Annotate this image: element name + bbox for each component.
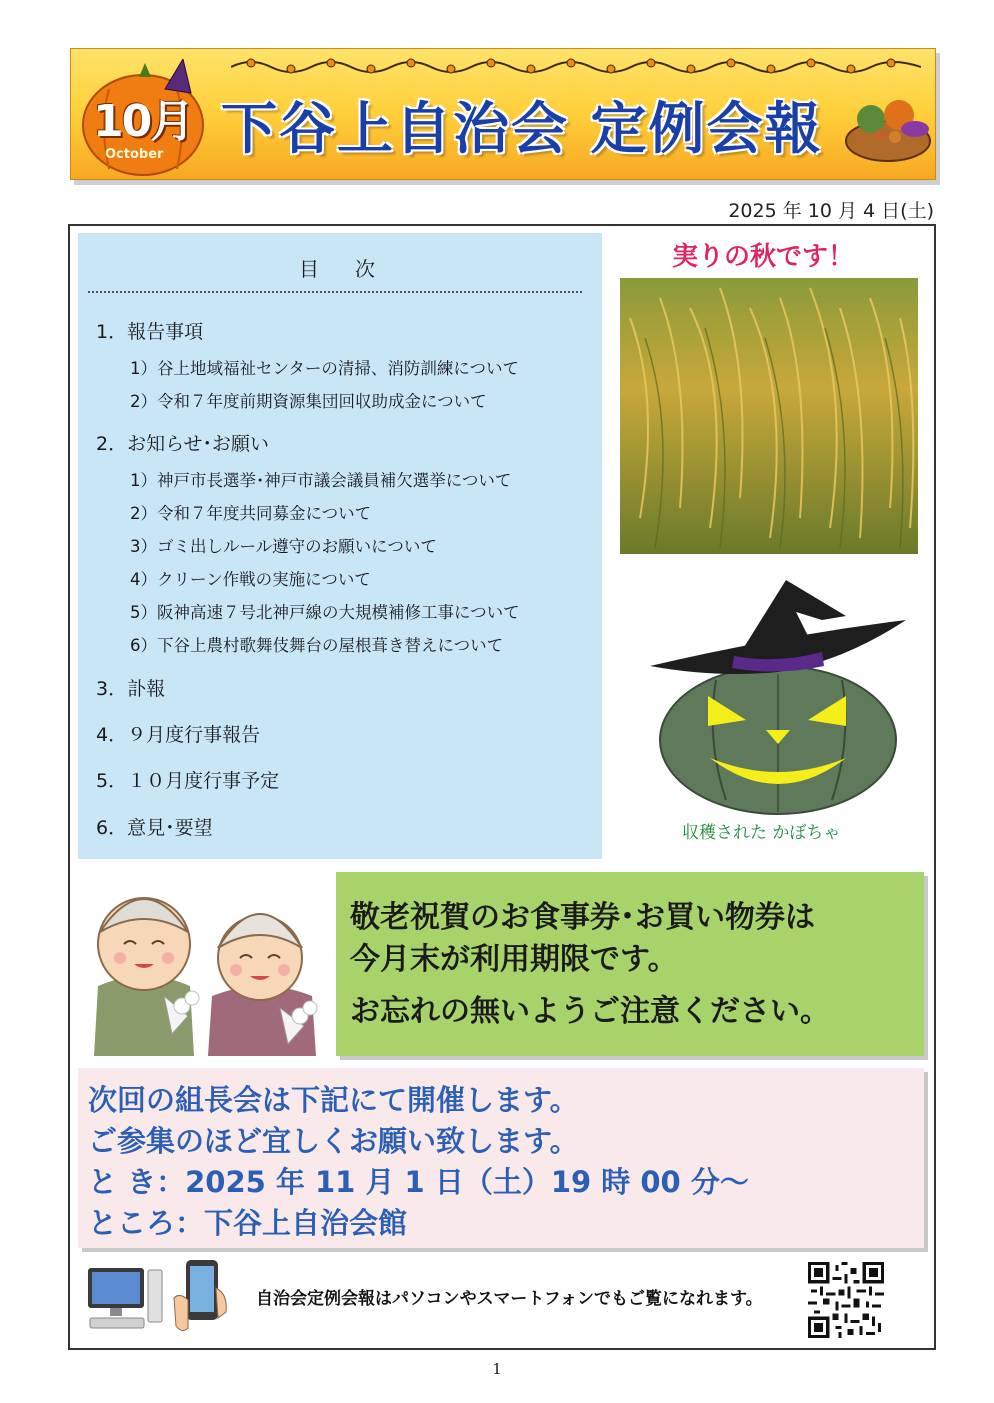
vegetable-basket-icon xyxy=(843,85,933,167)
meeting-datetime: と き：2025 年 11 月 1 日（土）19 時 00 分～ xyxy=(88,1165,749,1199)
footer-note: 自治会定例会報はパソコンやスマートフォンでもご覧になれます。 xyxy=(256,1289,763,1309)
rice-field-image xyxy=(620,278,918,554)
toc-item: 2）令和７年度前期資源集団回収助成金について xyxy=(130,392,487,411)
qr-code-icon[interactable] xyxy=(808,1262,884,1338)
header-banner xyxy=(70,48,936,180)
toc-divider xyxy=(88,291,582,293)
toc-item: 3）ゴミ出しルール遵守のお願いについて xyxy=(130,537,437,556)
meeting-line: ご参集のほど宜しくお願い致します。 xyxy=(88,1124,579,1158)
toc-item: 1）谷上地域福祉センターの清掃、消防訓練について xyxy=(130,359,520,378)
toc-item: 6．意見･要望 xyxy=(96,817,213,839)
toc-item: 6）下谷上農村歌舞伎舞台の屋根葺き替えについて xyxy=(130,636,504,655)
toc-title: 目次 xyxy=(299,257,411,281)
toc-item: 1）神戸市長選挙･神戸市議会議員補欠選挙について xyxy=(130,471,512,490)
meeting-notice xyxy=(78,1068,924,1248)
smartphone-icon xyxy=(172,1258,230,1336)
vine-decoration-icon xyxy=(231,55,921,77)
jack-o-lantern-image xyxy=(646,580,910,820)
meeting-line: 次回の組長会は下記にて開催します。 xyxy=(88,1083,579,1117)
toc-item: 4．９月度行事報告 xyxy=(96,724,261,746)
meeting-place: ところ：下谷上自治会館 xyxy=(88,1206,408,1240)
toc-item: 2）令和７年度共同募金について xyxy=(130,504,372,523)
notice-line: 今月末が利用期限です。 xyxy=(350,942,678,977)
toc-item: 2．お知らせ･お願い xyxy=(96,433,270,455)
pumpkin-caption: 収穫された かぼちゃ xyxy=(682,823,841,843)
month-english: October xyxy=(105,147,164,162)
table-of-contents xyxy=(78,233,602,859)
autumn-caption: 実りの秋です！ xyxy=(672,242,855,272)
issue-date: 2025 年 10 月 4 日(土) xyxy=(728,200,934,222)
toc-item: 5）阪神高速７号北神戸線の大規模補修工事について xyxy=(130,603,520,622)
notice-line: 敬老祝賀のお食事券･お買い物券は xyxy=(350,900,815,935)
keiro-coupon-notice xyxy=(336,872,924,1056)
page-number: 1 xyxy=(492,1360,502,1378)
toc-item: 4）クリーン作戦の実施について xyxy=(130,570,371,589)
desktop-computer-icon xyxy=(86,1264,164,1332)
notice-line: お忘れの無いようご注意ください。 xyxy=(350,994,830,1029)
page-title: 下谷上自治会 定例会報 xyxy=(221,97,823,162)
toc-item: 1．報告事項 xyxy=(96,321,204,343)
elderly-couple-illustration xyxy=(84,866,330,1056)
toc-item: 5．１０月度行事予定 xyxy=(96,770,280,792)
toc-item: 3．訃報 xyxy=(96,678,166,700)
month-number: 10月 xyxy=(93,96,193,147)
